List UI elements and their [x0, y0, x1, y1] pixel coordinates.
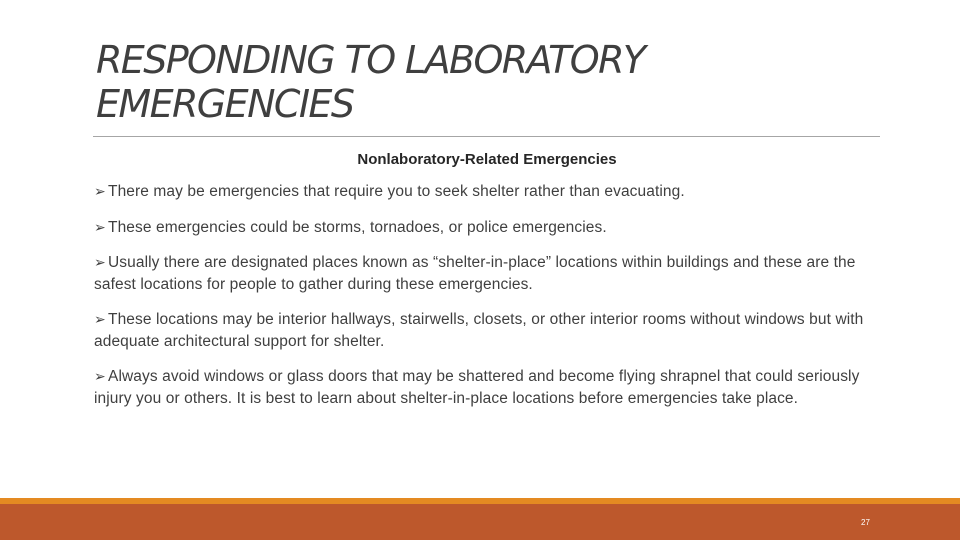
arrow-bullet-icon: ➢: [94, 254, 106, 270]
arrow-bullet-icon: ➢: [94, 368, 106, 384]
bullet-text: Always avoid windows or glass doors that may be shattered and become flying shrapnel that could seriously injury you or others. It is best to learn about shelter-in-place locations before emergencies take place.: [94, 368, 860, 407]
page-number: 27: [861, 518, 870, 527]
footer-band: [0, 498, 960, 540]
bullet-item: [88, 309, 888, 352]
slide-title-line-2: EMERGENCIES: [96, 82, 354, 126]
slide-subtitle: Nonlaboratory-Related Emergencies: [357, 151, 617, 168]
bullet-item: [88, 252, 888, 295]
bullet-item: [88, 217, 888, 239]
bullet-text: These locations may be interior hallways, stairwells, closets, or other interior rooms without windows but with adequate architectural support for shelter.: [94, 311, 864, 350]
footer-accent-stripe: [0, 498, 960, 504]
title-divider: [93, 136, 880, 137]
bullet-text: Usually there are designated places known as “shelter-in-place” locations within buildings and these are the safest locations for people to gather during these emergencies.: [94, 254, 856, 293]
arrow-bullet-icon: ➢: [94, 183, 106, 199]
slide-title: [96, 38, 896, 126]
arrow-bullet-icon: ➢: [94, 218, 106, 235]
bullet-item: [88, 366, 888, 409]
slide-title-line-1: RESPONDING TO LABORATORY: [96, 38, 645, 82]
bullet-text: These emergencies could be storms, tornadoes, or police emergencies.: [108, 218, 607, 236]
bullet-text: There may be emergencies that require you to seek shelter rather than evacuating.: [108, 183, 685, 200]
bullet-item: [88, 181, 888, 203]
arrow-bullet-icon: ➢: [94, 311, 106, 327]
bullet-list: [88, 181, 888, 423]
